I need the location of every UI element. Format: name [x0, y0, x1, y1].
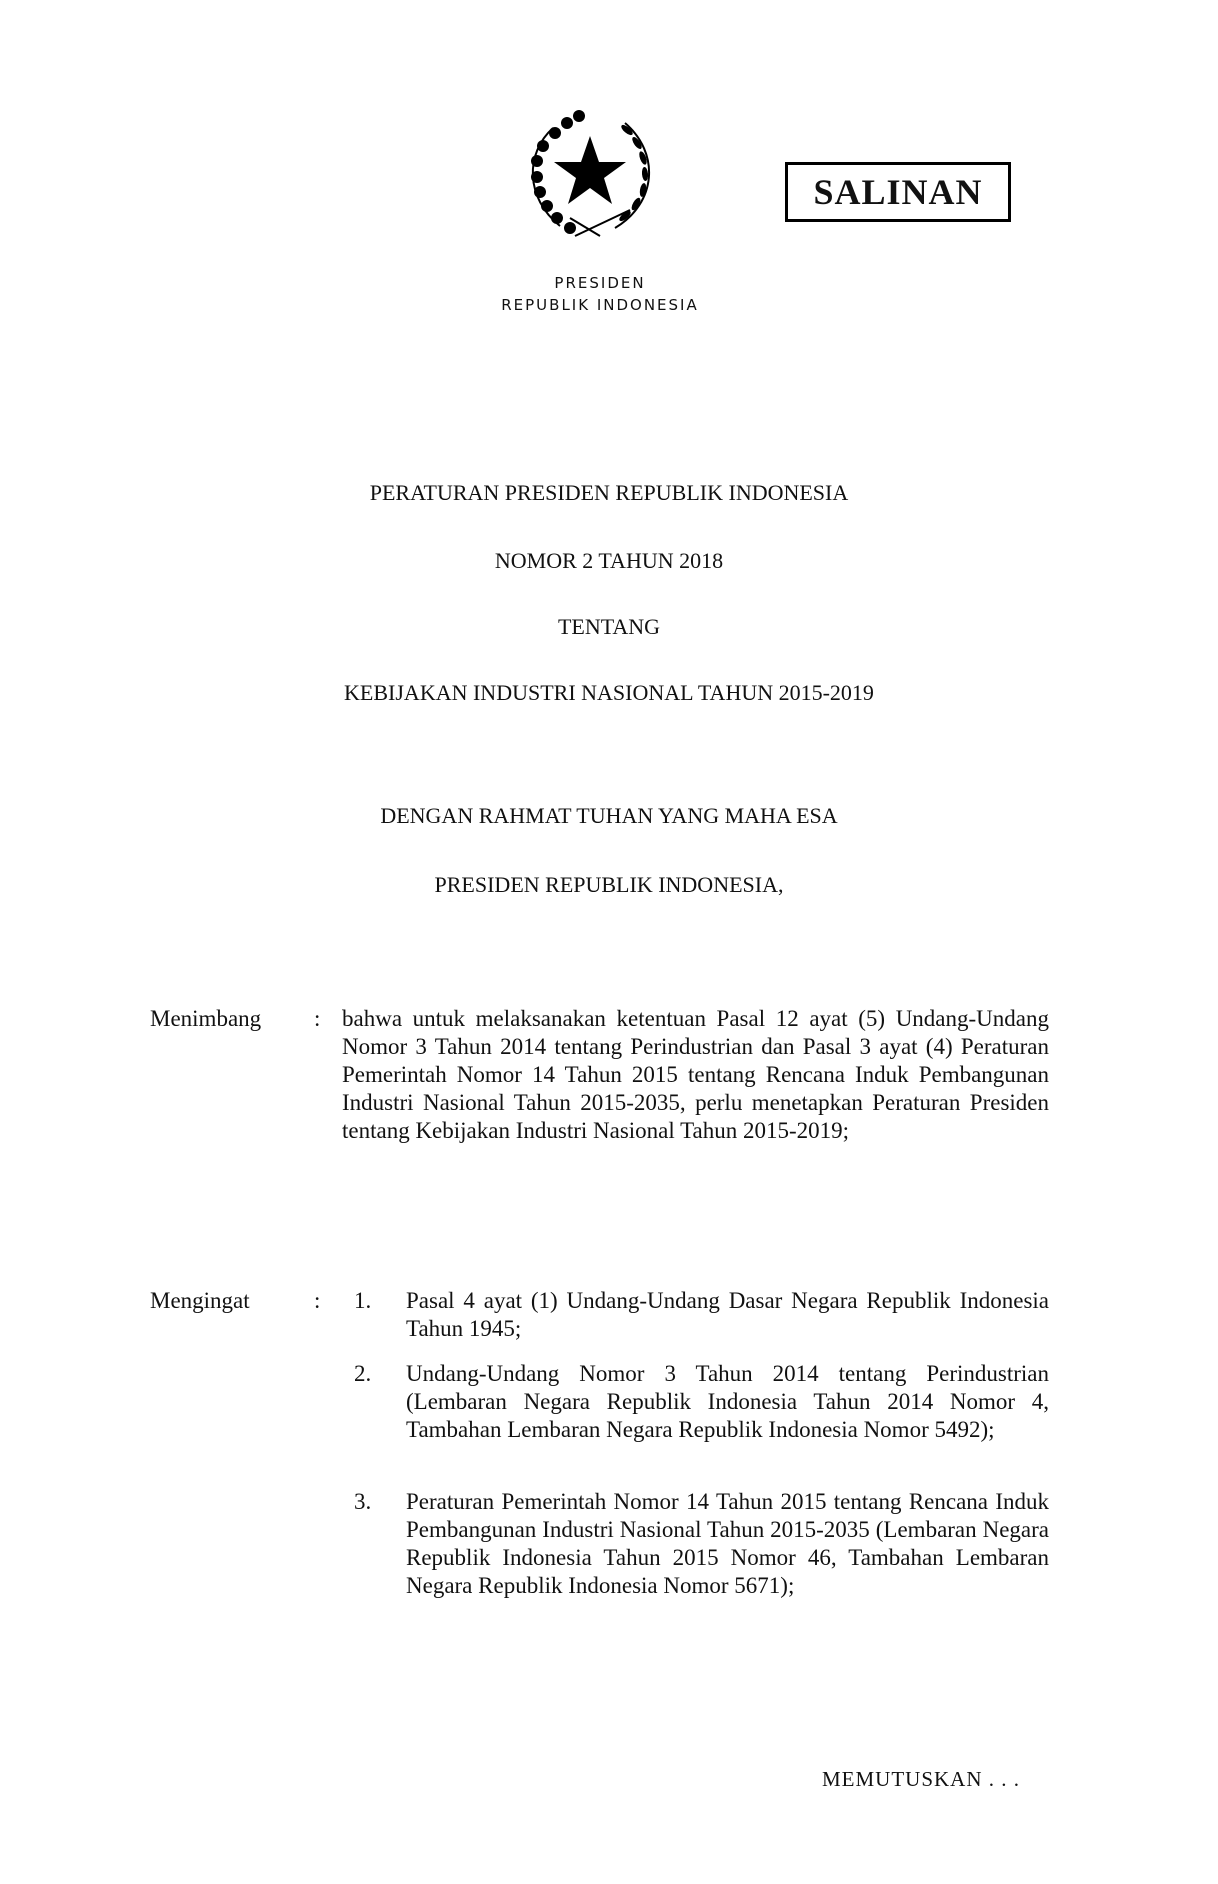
item-text: Peraturan Pemerintah Nomor 14 Tahun 2015 tentang Rencana Induk Pembangunan Industri Nasional Tahun 2015-2035 (Lembaran Negara Republik Indonesia Tahun 2015 Nomor 46, Tambahan Lembaran Negara Republik Indonesia Nomor 5671); — [406, 1489, 1049, 1598]
emblem-caption — [380, 272, 820, 316]
mengingat-label: Mengingat — [150, 1288, 250, 1313]
item-number: 2. — [354, 1361, 372, 1386]
title-line-4: KEBIJAKAN INDUSTRI NASIONAL TAHUN 2015-2019 — [344, 680, 874, 705]
presidential-emblem-icon — [515, 98, 665, 243]
caption-line-1: PRESIDEN — [554, 274, 646, 292]
salinan-label: SALINAN — [813, 172, 983, 212]
mengingat-colon: : — [314, 1288, 321, 1313]
item-number: 1. — [354, 1288, 372, 1313]
title-line-1: PERATURAN PRESIDEN REPUBLIK INDONESIA — [369, 480, 849, 505]
caption-line-2: REPUBLIK INDONESIA — [501, 296, 699, 314]
menimbang-colon: : — [314, 1006, 321, 1031]
salinan-stamp — [785, 162, 1011, 222]
title-line-2: NOMOR 2 TAHUN 2018 — [494, 548, 724, 573]
continuation-marker: MEMUTUSKAN . . . — [822, 1767, 1021, 1791]
item-number: 3. — [354, 1489, 372, 1514]
item-text: Pasal 4 ayat (1) Undang-Undang Dasar Negara Republik Indonesia Tahun 1945; — [406, 1288, 1049, 1341]
menimbang-text: bahwa untuk melaksanakan ketentuan Pasal 12 ayat (5) Undang-Undang Nomor 3 Tahun 2014 tentang Perindustrian dan Pasal 3 ayat (4) Peraturan Pemerintah Nomor 14 Tahun 2015 tentang Rencana Induk Pembangunan Industri Nasional Tahun 2015-2035, perlu menetapkan Peraturan Presiden tentang Kebijakan Industri Nasional Tahun 2015-2019; — [342, 1006, 1049, 1143]
title-line-3: TENTANG — [557, 614, 661, 639]
preamble-line-2: PRESIDEN REPUBLIK INDONESIA, — [434, 872, 784, 897]
item-text: Undang-Undang Nomor 3 Tahun 2014 tentang Perindustrian (Lembaran Negara Republik Indonesia Tahun 2014 Nomor 4, Tambahan Lembaran Negara Republik Indonesia Nomor 5492); — [406, 1361, 1049, 1442]
menimbang-label: Menimbang — [150, 1006, 262, 1031]
preamble-line-1: DENGAN RAHMAT TUHAN YANG MAHA ESA — [380, 803, 838, 828]
